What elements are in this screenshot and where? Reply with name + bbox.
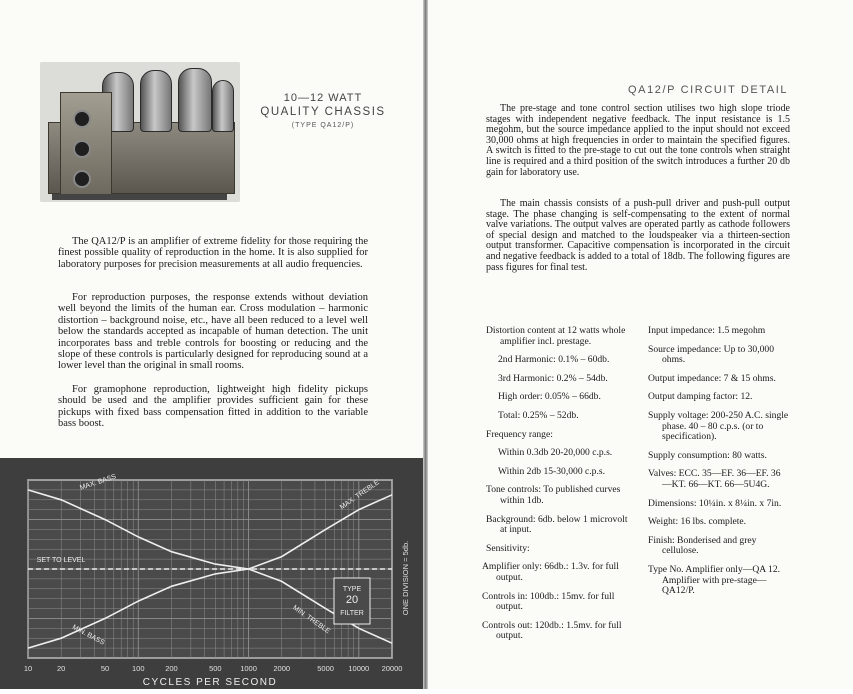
filter-box-label: FILTER xyxy=(340,610,364,617)
chart-x-label: CYCLES PER SECOND xyxy=(142,677,278,688)
prestage-paragraph: The pre-stage and tone control section utilises two high slope triode stages with independent negative feedback. The input resistance is 1.5 megohm, but the source impedance applied to the input should not exceed 30,000 ohms at high frequencies in order to maintain the specified figures. A switch is fitted to the pre-stage to cut out the tone controls when straight line is required and a third position of the switch introduces a further 20 db gain for laboratory use. xyxy=(486,103,790,178)
chart-tick-label: 20 xyxy=(57,664,66,673)
spec-item: Controls in: 100db.: 15mv. for full output. xyxy=(482,590,615,613)
response-chart-svg xyxy=(0,458,423,689)
chart-annotation: MAX. TREBLE xyxy=(338,479,381,512)
spec-item: Valves: ECC. 35—EF. 36—EF. 36—KT. 66—KT. 66—5U4G. xyxy=(648,468,781,490)
valve-tube xyxy=(212,80,234,132)
knob-icon xyxy=(73,110,91,128)
chart-tick-label: 2000 xyxy=(273,664,291,673)
heading-line1: 10—12 WATT xyxy=(283,92,363,104)
chart-tick-label: 500 xyxy=(209,664,222,673)
intro-paragraph: The QA12/P is an amplifier of extreme fidelity for those requiring the finest possible quality of reproduction in the home. It is also supplied for laboratory purposes for precision measurements at all audio frequencies. xyxy=(58,236,368,270)
spec-item: 2nd Harmonic: 0.1% – 60db. xyxy=(498,354,610,366)
chart-annotation: MIN. BASS xyxy=(70,623,106,647)
spec-list-left xyxy=(482,325,636,650)
amplifier-photo xyxy=(40,62,240,202)
product-heading xyxy=(248,92,398,129)
chart-tick-label: 50 xyxy=(100,664,110,673)
filter-box-label: 20 xyxy=(345,594,359,606)
chart-tick-label: 200 xyxy=(165,664,178,673)
chart-tick-label: 100 xyxy=(132,664,145,673)
response-chart xyxy=(0,458,423,689)
spec-item: Dimensions: 10¼in. x 8¼in. x 7in. xyxy=(648,497,782,509)
chart-tick-label: 1000 xyxy=(240,664,257,673)
spec-item: Background: 6db. below 1 microvolt at input. xyxy=(486,513,628,536)
valve-tube xyxy=(178,68,212,132)
main-chassis-paragraph: The main chassis consists of a push-pull driver and push-pull output stage. The phase changing is self-compensating to the extent of normal valve variations. The output valves are operated partly as cathode followers of special design and matched to the loudspeaker via a thirteen-section output transformer. Capacitive compensation is incorporated in the circuit and negative feedback is added to a total of 18db. The following figures are pass figures for final test. xyxy=(486,198,790,273)
spec-item: Within 0.3db 20-20,000 c.p.s. xyxy=(498,447,613,459)
spec-item: Within 2db 15-30,000 c.p.s. xyxy=(498,465,606,477)
chassis-base xyxy=(52,194,227,200)
knob-icon xyxy=(73,170,91,188)
chart-tick-label: 20000 xyxy=(381,664,403,673)
gramophone-paragraph: For gramophone reproduction, lightweight high fidelity pickups should be used and the amplifier provides sufficient gain for these pickups with fixed bass compensation fitted in addition to the variable bass boost. xyxy=(58,384,368,430)
reproduction-paragraph: For reproduction purposes, the response extends without deviation well beyond the limits of the human ear. Cross modulation – harmonic distortion – background noise, etc., have all been reduced to a level well below the standards accepted as incapable of human detection. The unit incorporates bass and treble controls for boosting or reducing and the slope of these controls is particularly designed for reproducing sound at a lower level than the original in small rooms. xyxy=(58,292,368,372)
valve-tube xyxy=(140,70,172,132)
filter-box-label: TYPE xyxy=(342,586,362,593)
chart-tick-label: 5000 xyxy=(317,664,334,673)
spec-item: Finish: Bonderised and grey cellulose. xyxy=(648,534,757,557)
spec-item: Controls out: 120db.: 1.5mv. for full output. xyxy=(482,619,622,642)
chart-annotation: MAX. BASS xyxy=(79,473,118,492)
spec-item: Frequency range: xyxy=(486,428,553,440)
spec-item: Output damping factor: 12. xyxy=(648,391,753,403)
heading-line2: QUALITY CHASSIS xyxy=(260,106,386,118)
spec-item: 3rd Harmonic: 0.2% – 54db. xyxy=(498,372,608,384)
spec-list-right xyxy=(648,326,790,605)
circuit-detail-title: QA12/P CIRCUIT DETAIL xyxy=(628,84,789,96)
chart-annotation: MIN. TREBLE xyxy=(291,604,332,636)
spec-item: Supply voltage: 200-250 A.C. single phase. 40 – 80 c.p.s. (or to specification). xyxy=(648,409,789,443)
spec-item: Source impedance: Up to 30,000 ohms. xyxy=(648,343,775,366)
spec-item: Supply consumption: 80 watts. xyxy=(648,449,767,461)
spec-item: Sensitivity: xyxy=(486,542,530,554)
chart-tick-label: 10000 xyxy=(348,664,370,673)
chart-tick-label: 10 xyxy=(23,664,33,673)
spec-item: Distortion content at 12 watts whole amplifier incl. prestage. xyxy=(486,325,626,347)
spec-item: Output impedance: 7 & 15 ohms. xyxy=(648,372,776,384)
spec-item: Input impedance: 1.5 megohm xyxy=(648,325,766,336)
spec-item: Total: 0.25% – 52db. xyxy=(498,409,579,421)
chart-side-label: ONE DIVISION = 5db. xyxy=(401,540,410,616)
chart-annotation: SET TO LEVEL xyxy=(36,557,86,565)
knob-icon xyxy=(73,140,91,158)
heading-line3: (TYPE QA12/P) xyxy=(291,122,355,129)
spec-item: Weight: 16 lbs. complete. xyxy=(648,516,747,528)
spec-item: Tone controls: To published curves within 1db. xyxy=(486,484,621,506)
spec-item: Type No. Amplifier only—QA 12. Amplifier with pre-stage—QA12/P. xyxy=(648,563,781,597)
spec-item: Amplifier only: 66db.: 1.3v. for full output. xyxy=(482,561,619,583)
spec-item: High order: 0.05% – 66db. xyxy=(498,391,601,403)
